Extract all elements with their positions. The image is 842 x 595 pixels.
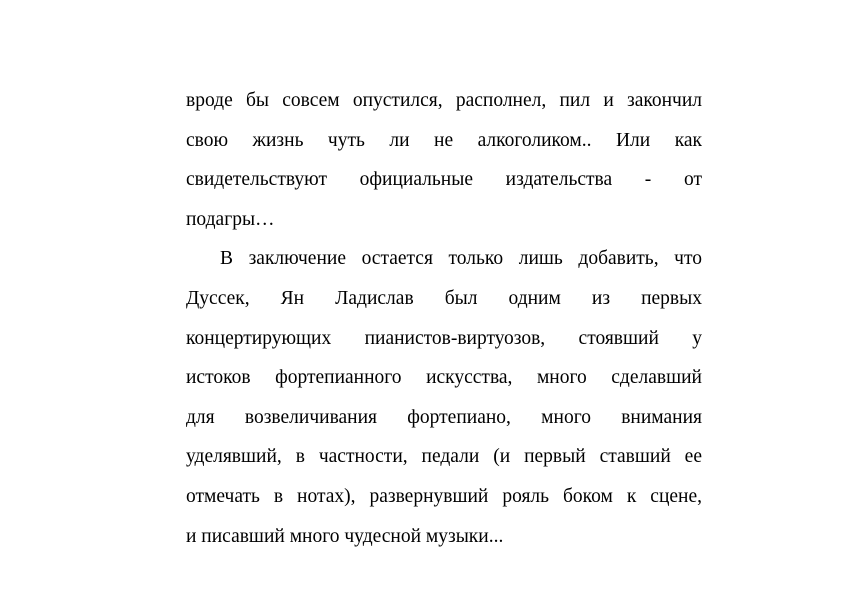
text-line: Дуссек, Ян Ладислав был одним из первых <box>186 287 702 309</box>
text-line: подагры… <box>186 208 275 230</box>
paragraph-first-line: В заключение остается только лишь добавить, что <box>220 248 702 270</box>
text-line: свою жизнь чуть ли не алкоголиком.. Или как <box>186 129 702 151</box>
text-line: для возвеличивания фортепиано, много внимания <box>186 406 702 428</box>
text-line: и писавший много чудесной музыки... <box>186 525 504 547</box>
text-line: истоков фортепианного искусства, много сделавший <box>186 367 702 389</box>
body-text <box>186 86 702 561</box>
text-line: свидетельствуют официальные издательства - от <box>186 169 702 191</box>
text-line: отмечать в нотах), развернувший рояль боком к сцене, <box>186 485 702 507</box>
text-line: уделявший, в частности, педали (и первый ставший ее <box>186 446 702 468</box>
text-line: концертирующих пианистов-виртуозов, стоявший у <box>186 327 702 349</box>
text-line: вроде бы совсем опустился, располнел, пил и закончил <box>186 90 702 111</box>
